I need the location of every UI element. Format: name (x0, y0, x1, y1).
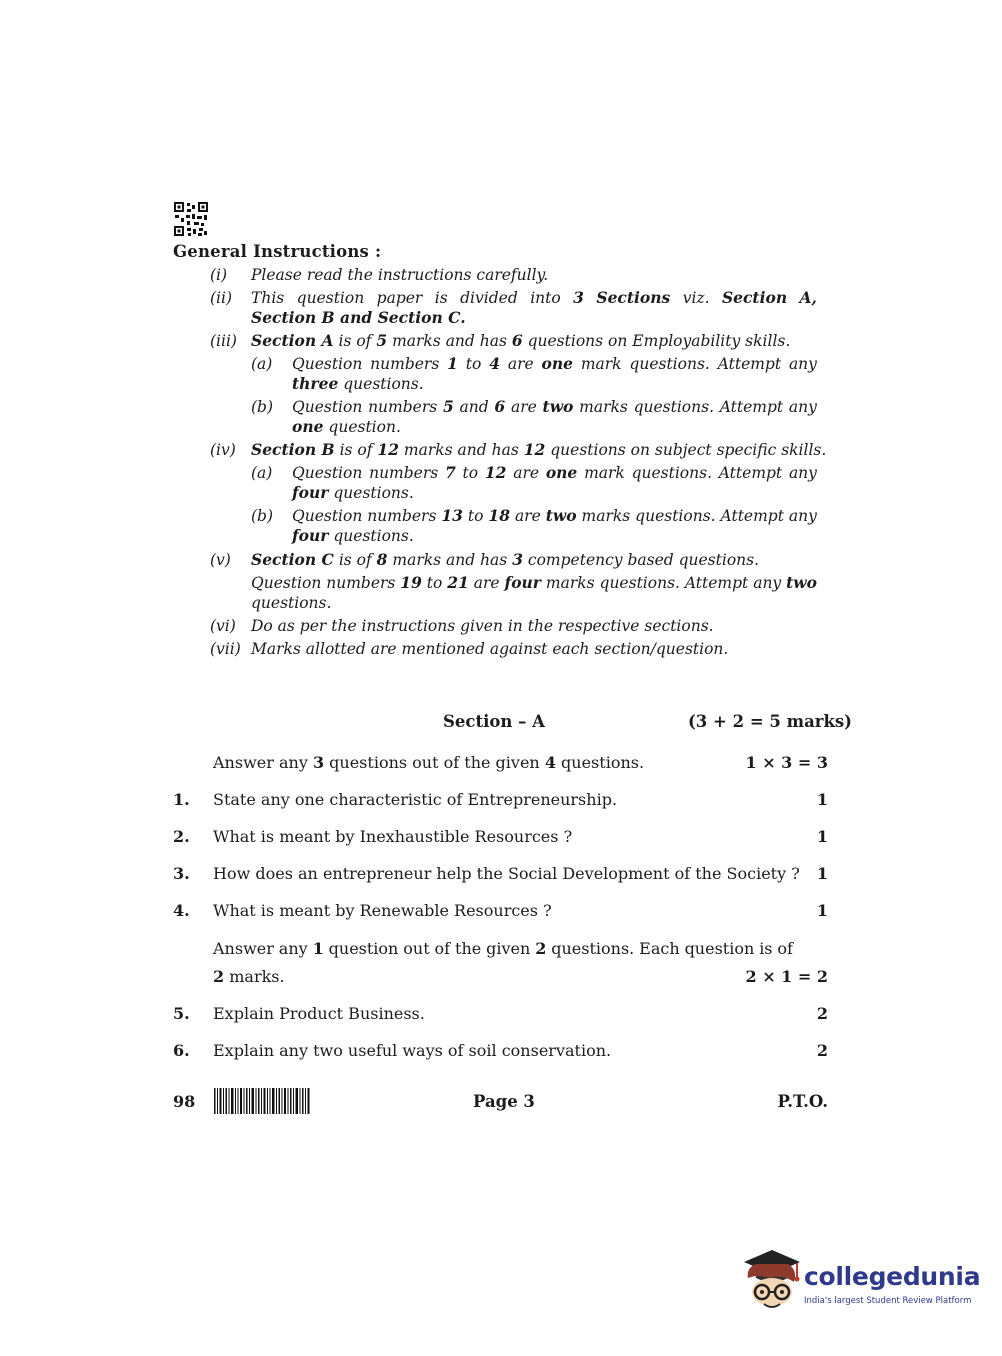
word: Section (721, 288, 788, 307)
word: marks (545, 574, 595, 592)
word: numbers (369, 464, 439, 482)
word: numbers (368, 398, 438, 416)
section-intro: Answer any 3 questions out of the given 4 questions. (213, 753, 645, 772)
instruction-subnumber: (a) (251, 355, 273, 373)
section-intro (213, 939, 793, 958)
question-marks: 1 (816, 827, 828, 846)
word: Attempt (719, 398, 784, 416)
word: 18 (488, 506, 510, 525)
instruction-number: (vi) (210, 617, 236, 635)
word: of (434, 939, 451, 958)
instruction-text: four questions. (292, 483, 414, 502)
section-intro-marks: 1 × 3 = 3 (745, 753, 828, 772)
word: questions. (599, 574, 680, 592)
instruction-number: (i) (210, 266, 228, 284)
instruction-text: three questions. (292, 374, 424, 393)
word: are (514, 507, 541, 525)
instruction-subnumber: (b) (251, 398, 274, 416)
word: given (486, 939, 531, 958)
logo-tagline: India's largest Student Review Platform (804, 1296, 972, 1306)
word: two (786, 573, 817, 592)
question-marks: 1 (816, 864, 828, 883)
instruction-text: Section A is of 5 marks and has 6 questions on Employability skills. (251, 331, 791, 350)
word: marks (579, 398, 628, 416)
word: two (542, 397, 574, 416)
word: viz. (682, 289, 710, 307)
question-text: What is meant by Renewable Resources ? (213, 901, 552, 920)
instruction-number: (iv) (210, 441, 236, 459)
word: divided (460, 289, 518, 307)
instruction-text: questions. (251, 594, 332, 612)
word: any (788, 398, 817, 416)
word: Attempt (717, 355, 782, 373)
barcode (214, 1088, 310, 1114)
word: 7 (444, 463, 456, 482)
word: Question (292, 355, 363, 373)
instruction-text (251, 288, 817, 308)
general-instructions-title: General Instructions : (173, 242, 382, 261)
qr-code (173, 201, 209, 237)
question-text: Explain any two useful ways of soil conservation. (213, 1041, 612, 1060)
word: any (788, 355, 817, 373)
word: questions. (551, 939, 635, 958)
question-number: 2. (173, 827, 190, 846)
instruction-subnumber: (b) (251, 507, 274, 525)
word: is (434, 289, 448, 307)
instruction-text: four questions. (292, 526, 414, 545)
word: 13 (441, 506, 463, 525)
word: four (504, 573, 541, 592)
word: numbers (367, 507, 437, 525)
word: questions. (629, 355, 710, 373)
word: and (459, 398, 489, 416)
instruction-text: Do as per the instructions given in the respective sections. (251, 617, 714, 635)
instruction-text (251, 573, 817, 593)
question-marks: 2 (816, 1041, 828, 1060)
collegedunia-logo (742, 1248, 981, 1318)
word: to (462, 464, 479, 482)
word: Question (292, 507, 363, 525)
instruction-text: one question. (292, 417, 401, 436)
paper-code: 98 (173, 1092, 196, 1111)
section-intro-marks: 2 × 1 = 2 (745, 967, 828, 986)
word: questions. (631, 464, 712, 482)
pto-label: P.T.O. (777, 1092, 828, 1111)
word: 3 (573, 288, 584, 307)
word: 21 (447, 573, 469, 592)
word: question (328, 939, 399, 958)
question-number: 5. (173, 1004, 190, 1023)
word: to (467, 507, 484, 525)
question-number: 1. (173, 790, 190, 809)
section-marks: (3 + 2 = 5 marks) (688, 712, 852, 731)
section-title: Section – A (443, 712, 545, 731)
word: of (777, 939, 793, 958)
word: A, (799, 288, 817, 307)
instruction-text (292, 397, 817, 417)
word: questions. (635, 507, 716, 525)
word: 5 (442, 397, 454, 416)
logo-mascot-icon (742, 1248, 802, 1318)
word: are (510, 398, 537, 416)
instruction-text: Marks allotted are mentioned against each section/question. (251, 640, 729, 658)
instruction-number: (iii) (210, 332, 237, 350)
question-text: How does an entrepreneur help the Social Development of the Society ? (213, 864, 800, 883)
word: 6 (494, 397, 506, 416)
word: two (545, 506, 577, 525)
question-marks: 1 (816, 790, 828, 809)
word: paper (376, 289, 423, 307)
instruction-number: (vii) (210, 640, 241, 658)
instruction-text: Section B is of 12 marks and has 12 questions on subject specific skills. (251, 440, 827, 459)
word: Question (251, 574, 322, 592)
word: is (759, 939, 773, 958)
question-text: What is meant by Inexhaustible Resources ? (213, 827, 573, 846)
word: any (788, 507, 817, 525)
word: 19 (400, 573, 422, 592)
word: 1 (312, 939, 324, 958)
question-text: State any one characteristic of Entrepreneurship. (213, 790, 618, 809)
word: Question (292, 398, 363, 416)
word: 1 (447, 354, 458, 373)
word: Answer (213, 939, 274, 958)
question-text: Explain Product Business. (213, 1004, 425, 1023)
word: are (473, 574, 500, 592)
word: into (530, 289, 561, 307)
word: one (541, 354, 573, 373)
word: Each (639, 939, 680, 958)
word: mark (580, 355, 622, 373)
instruction-text (292, 463, 817, 483)
word: This (251, 289, 285, 307)
word: mark (584, 464, 625, 482)
word: Question (292, 464, 363, 482)
word: one (545, 463, 578, 482)
word: 4 (489, 354, 500, 373)
word: are (507, 355, 534, 373)
word: Attempt (720, 507, 784, 525)
word: marks (581, 507, 631, 525)
word: 12 (484, 463, 507, 482)
word: question (296, 289, 365, 307)
instruction-subnumber: (a) (251, 464, 273, 482)
word: numbers (326, 574, 396, 592)
word: to (426, 574, 443, 592)
word: out (403, 939, 430, 958)
instruction-text: Please read the instructions carefully. (251, 266, 549, 284)
section-intro: 2 marks. (213, 967, 285, 986)
word: numbers (370, 355, 440, 373)
question-number: 4. (173, 901, 190, 920)
logo-name: collegedunia (804, 1262, 981, 1291)
instruction-number: (ii) (210, 289, 233, 307)
page-number: Page 3 (473, 1092, 535, 1111)
word: questions. (633, 398, 714, 416)
word: Attempt (684, 574, 749, 592)
word: question (684, 939, 755, 958)
question-marks: 1 (816, 901, 828, 920)
word: to (465, 355, 482, 373)
instruction-text: Section B and Section C. (251, 308, 466, 327)
word: Sections (596, 288, 671, 307)
instruction-text (292, 354, 817, 374)
word: Attempt (718, 464, 783, 482)
question-number: 3. (173, 864, 190, 883)
word: the (455, 939, 482, 958)
question-marks: 2 (816, 1004, 828, 1023)
word: are (513, 464, 540, 482)
word: any (788, 464, 817, 482)
word: any (278, 939, 308, 958)
instruction-text: Section C is of 8 marks and has 3 competency based questions. (251, 550, 760, 569)
instruction-text (292, 506, 817, 526)
word: any (753, 574, 782, 592)
word: 2 (535, 939, 547, 958)
instruction-number: (v) (210, 551, 231, 569)
question-number: 6. (173, 1041, 190, 1060)
